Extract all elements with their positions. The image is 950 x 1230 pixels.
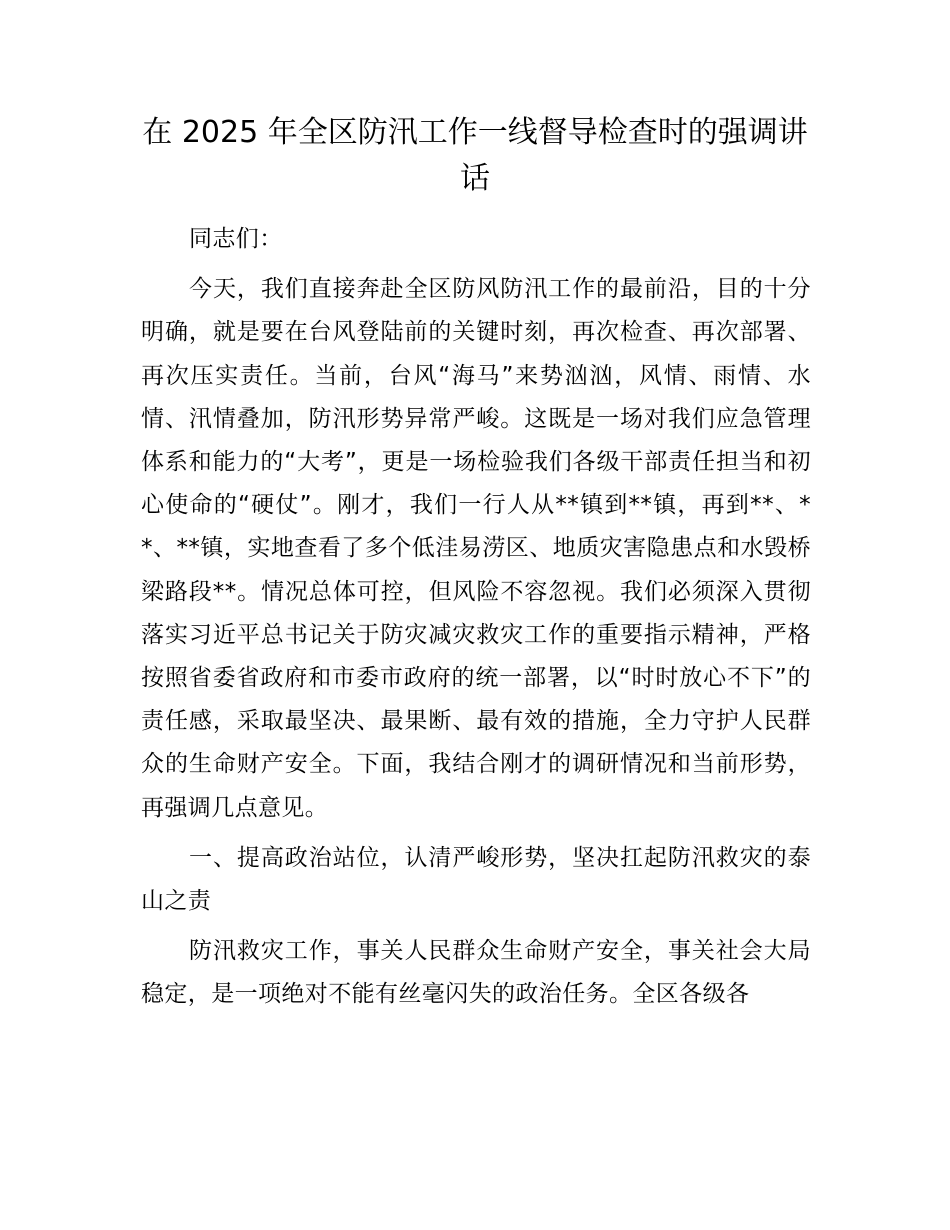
paragraph-section-1: 防汛救灾工作，事关人民群众生命财产安全，事关社会大局稳定，是一项绝对不能有丝毫闪失的政治任务。全区各级各 <box>141 938 811 1008</box>
section-heading-1: 一、提高政治站位，认清严峻形势，坚决扛起防汛救灾的泰山之责 <box>141 844 811 915</box>
document-body <box>141 218 811 1017</box>
document-title: 在 2025 年全区防汛工作一线督导检查时的强调讲话 <box>142 115 808 196</box>
salutation: 同志们： <box>189 226 283 252</box>
paragraph-intro: 今天，我们直接奔赴全区防风防汛工作的最前沿，目的十分明确，就是要在台风登陆前的关键时刻，再次检查、再次部署、再次压实责任。当前，台风“海马”来势汹汹，风情、雨情、水情、汛情叠加，防汛形势异常严峻。这既是一场对我们应急管理体系和能力的“大考”，更是一场检验我们各级干部责任担当和初心使命的“硬仗”。刚才，我们一行人从**镇到**镇，再到**、**、**镇，实地查看了多个低洼易涝区、地质灾害隐患点和水毁桥梁路段**。情况总体可控，但风险不容忽视。我们必须深入贯彻落实习近平总书记关于防灾减灾救灾工作的重要指示精神，严格按照省委省政府和市委市政府的统一部署，以“时时放心不下”的责任感，采取最坚决、最果断、最有效的措施，全力守护人民群众的生命财产安全。下面，我结合刚才的调研情况和当前形势，再强调几点意见。 <box>141 276 811 821</box>
